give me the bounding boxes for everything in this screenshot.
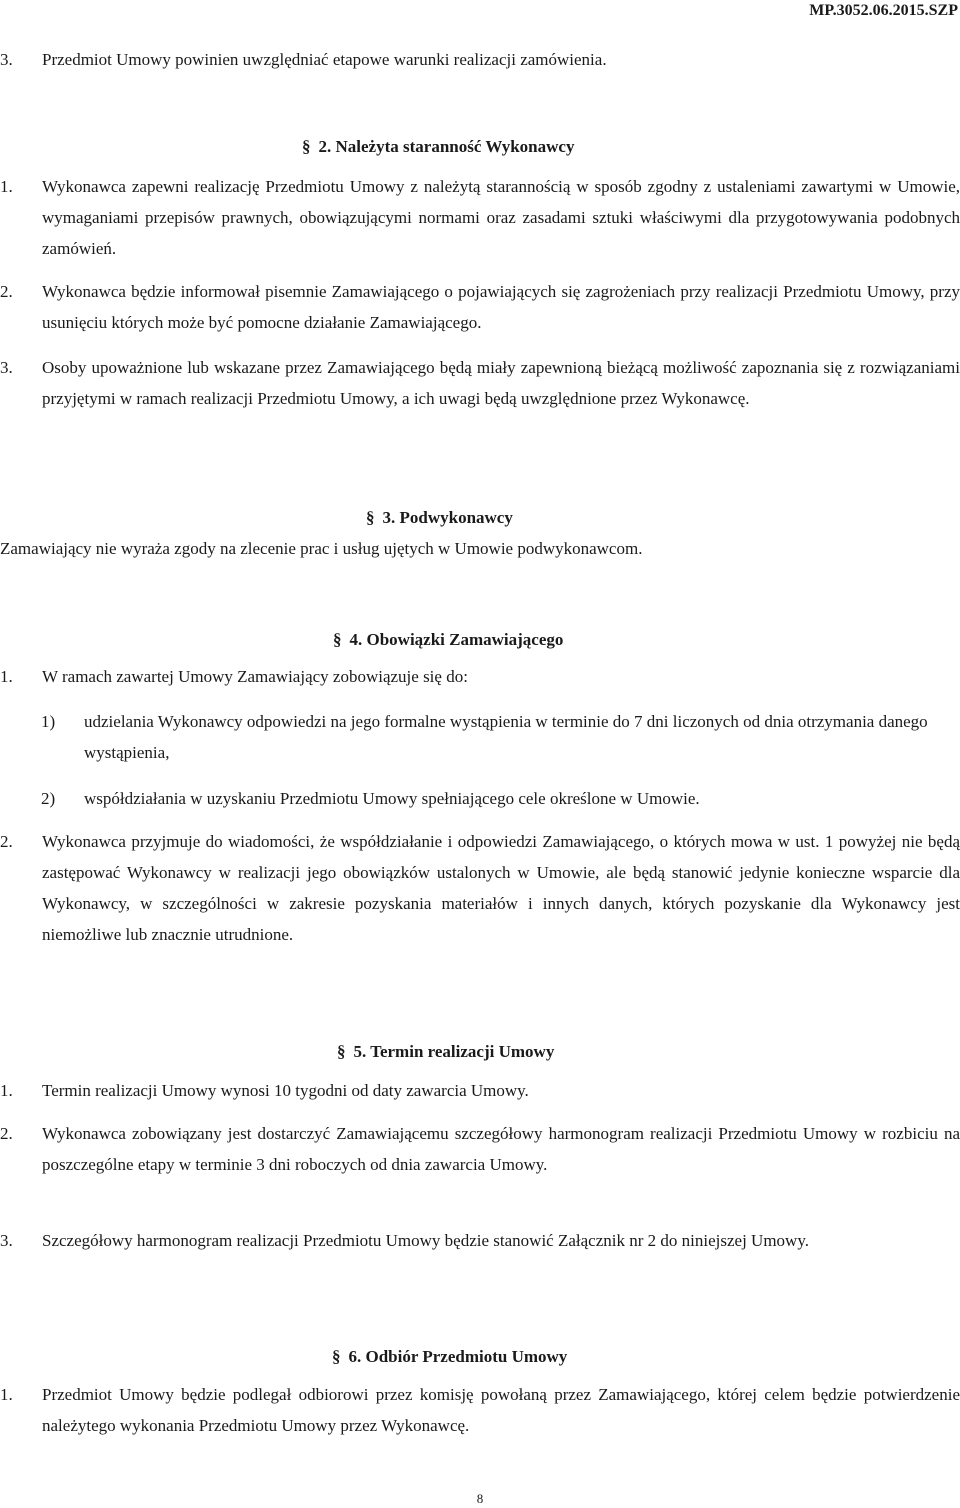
list-item bbox=[0, 661, 960, 692]
list-item bbox=[0, 1379, 960, 1441]
paragraph-symbol: § bbox=[337, 1042, 346, 1061]
list-item bbox=[0, 1118, 960, 1180]
list-item bbox=[0, 826, 960, 950]
sub-item-text: współdziałania w uzyskaniu Przedmiotu Umowy spełniającego cele określone w Umowie. bbox=[84, 789, 700, 808]
paragraph-symbol: § bbox=[332, 1347, 341, 1366]
section-title: 6. Odbiór Przedmiotu Umowy bbox=[348, 1347, 568, 1366]
item-number: 2. bbox=[0, 832, 13, 851]
item-text: Wykonawca zobowiązany jest dostarczyć Zamawiającemu szczegółowy harmonogram realizacji Przedmiotu Umowy w rozbiciu na poszczególne etapy w terminie 3 dni roboczych od dnia zawarcia Umowy. bbox=[42, 1124, 960, 1174]
item-text: Wykonawca będzie informował pisemnie Zamawiającego o pojawiających się zagrożeniach przy realizacji Przedmiotu Umowy, przy usunięciu których może być pomocne działanie Zamawiającego. bbox=[42, 282, 960, 332]
document-reference: MP.3052.06.2015.SZP bbox=[809, 2, 958, 19]
section-heading bbox=[333, 624, 563, 655]
item-text: Szczegółowy harmonogram realizacji Przedmiotu Umowy będzie stanowić Załącznik nr 2 do niniejszej Umowy. bbox=[42, 1231, 809, 1250]
sub-item-number: 2) bbox=[41, 789, 56, 808]
sub-list-item bbox=[0, 783, 960, 814]
section-title: 4. Obowiązki Zamawiającego bbox=[349, 630, 564, 649]
item-number: 1. bbox=[0, 1081, 13, 1100]
item-number: 1. bbox=[0, 667, 13, 686]
list-item bbox=[0, 1075, 960, 1106]
list-item bbox=[0, 44, 960, 75]
item-text: W ramach zawartej Umowy Zamawiający zobowiązuje się do: bbox=[42, 667, 468, 686]
sub-item-text: udzielania Wykonawcy odpowiedzi na jego formalne wystąpienia w terminie do 7 dni liczonych od dnia otrzymania danego wystąpienia, bbox=[84, 712, 928, 762]
section-heading bbox=[332, 1341, 567, 1372]
item-number: 3. bbox=[0, 50, 13, 69]
item-number: 2. bbox=[0, 1124, 13, 1143]
item-text: Przedmiot Umowy będzie podlegał odbiorowi przez komisję powołaną przez Zamawiającego, której celem będzie potwierdzenie należytego wykonania Przedmiotu Umowy przez Wykonawcę. bbox=[42, 1385, 960, 1435]
list-item bbox=[0, 1225, 960, 1256]
item-text: Osoby upoważnione lub wskazane przez Zamawiającego będą miały zapewnioną bieżącą możliwość zapoznania się z rozwiązaniami przyjętymi w ramach realizacji Przedmiotu Umowy, a ich uwagi będą uwzględnione przez Wykonawcę. bbox=[42, 358, 960, 408]
paragraph-symbol: § bbox=[333, 630, 342, 649]
section-text: Zamawiający nie wyraża zgody na zlecenie prac i usług ujętych w Umowie podwykonawcom. bbox=[0, 539, 643, 558]
item-number: 1. bbox=[0, 1385, 13, 1404]
item-text: Wykonawca zapewni realizację Przedmiotu Umowy z należytą starannością w sposób zgodny z ustaleniami zawartymi w Umowie, wymaganiami przepisów prawnych, obowiązującymi normami oraz zasadami sztuki właściwymi dla przygotowywania podobnych zamówień. bbox=[42, 177, 960, 258]
list-item bbox=[0, 276, 960, 338]
item-text: Termin realizacji Umowy wynosi 10 tygodni od daty zawarcia Umowy. bbox=[42, 1081, 529, 1100]
paragraph-symbol: § bbox=[366, 508, 375, 527]
item-number: 2. bbox=[0, 282, 13, 301]
page-number: 8 bbox=[476, 1491, 484, 1506]
paragraph-symbol: § bbox=[302, 137, 311, 156]
list-item bbox=[0, 171, 960, 264]
section-title: 2. Należyta staranność Wykonawcy bbox=[318, 137, 575, 156]
item-text: Przedmiot Umowy powinien uwzględniać etapowe warunki realizacji zamówienia. bbox=[42, 50, 607, 69]
sub-list-item bbox=[0, 706, 958, 768]
item-number: 3. bbox=[0, 1231, 13, 1250]
section-title: 3. Podwykonawcy bbox=[382, 508, 513, 527]
sub-item-number: 1) bbox=[41, 712, 56, 731]
item-number: 1. bbox=[0, 177, 13, 196]
section-heading bbox=[302, 131, 574, 162]
section-title: 5. Termin realizacji Umowy bbox=[353, 1042, 555, 1061]
section-heading bbox=[366, 502, 513, 533]
list-item bbox=[0, 352, 960, 414]
item-number: 3. bbox=[0, 358, 13, 377]
item-text: Wykonawca przyjmuje do wiadomości, że współdziałanie i odpowiedzi Zamawiającego, o których mowa w ust. 1 powyżej nie będą zastępować Wykonawcy w realizacji jego obowiązków ustalonych w Umowie, ale będą stanowić jedynie konieczne wsparcie dla Wykonawcy, w szczególności w zakresie pozyskania materiałów i innych danych, których pozyskanie dla Wykonawcy jest niemożliwe lub znacznie utrudnione. bbox=[42, 832, 960, 944]
section-heading bbox=[337, 1036, 554, 1067]
